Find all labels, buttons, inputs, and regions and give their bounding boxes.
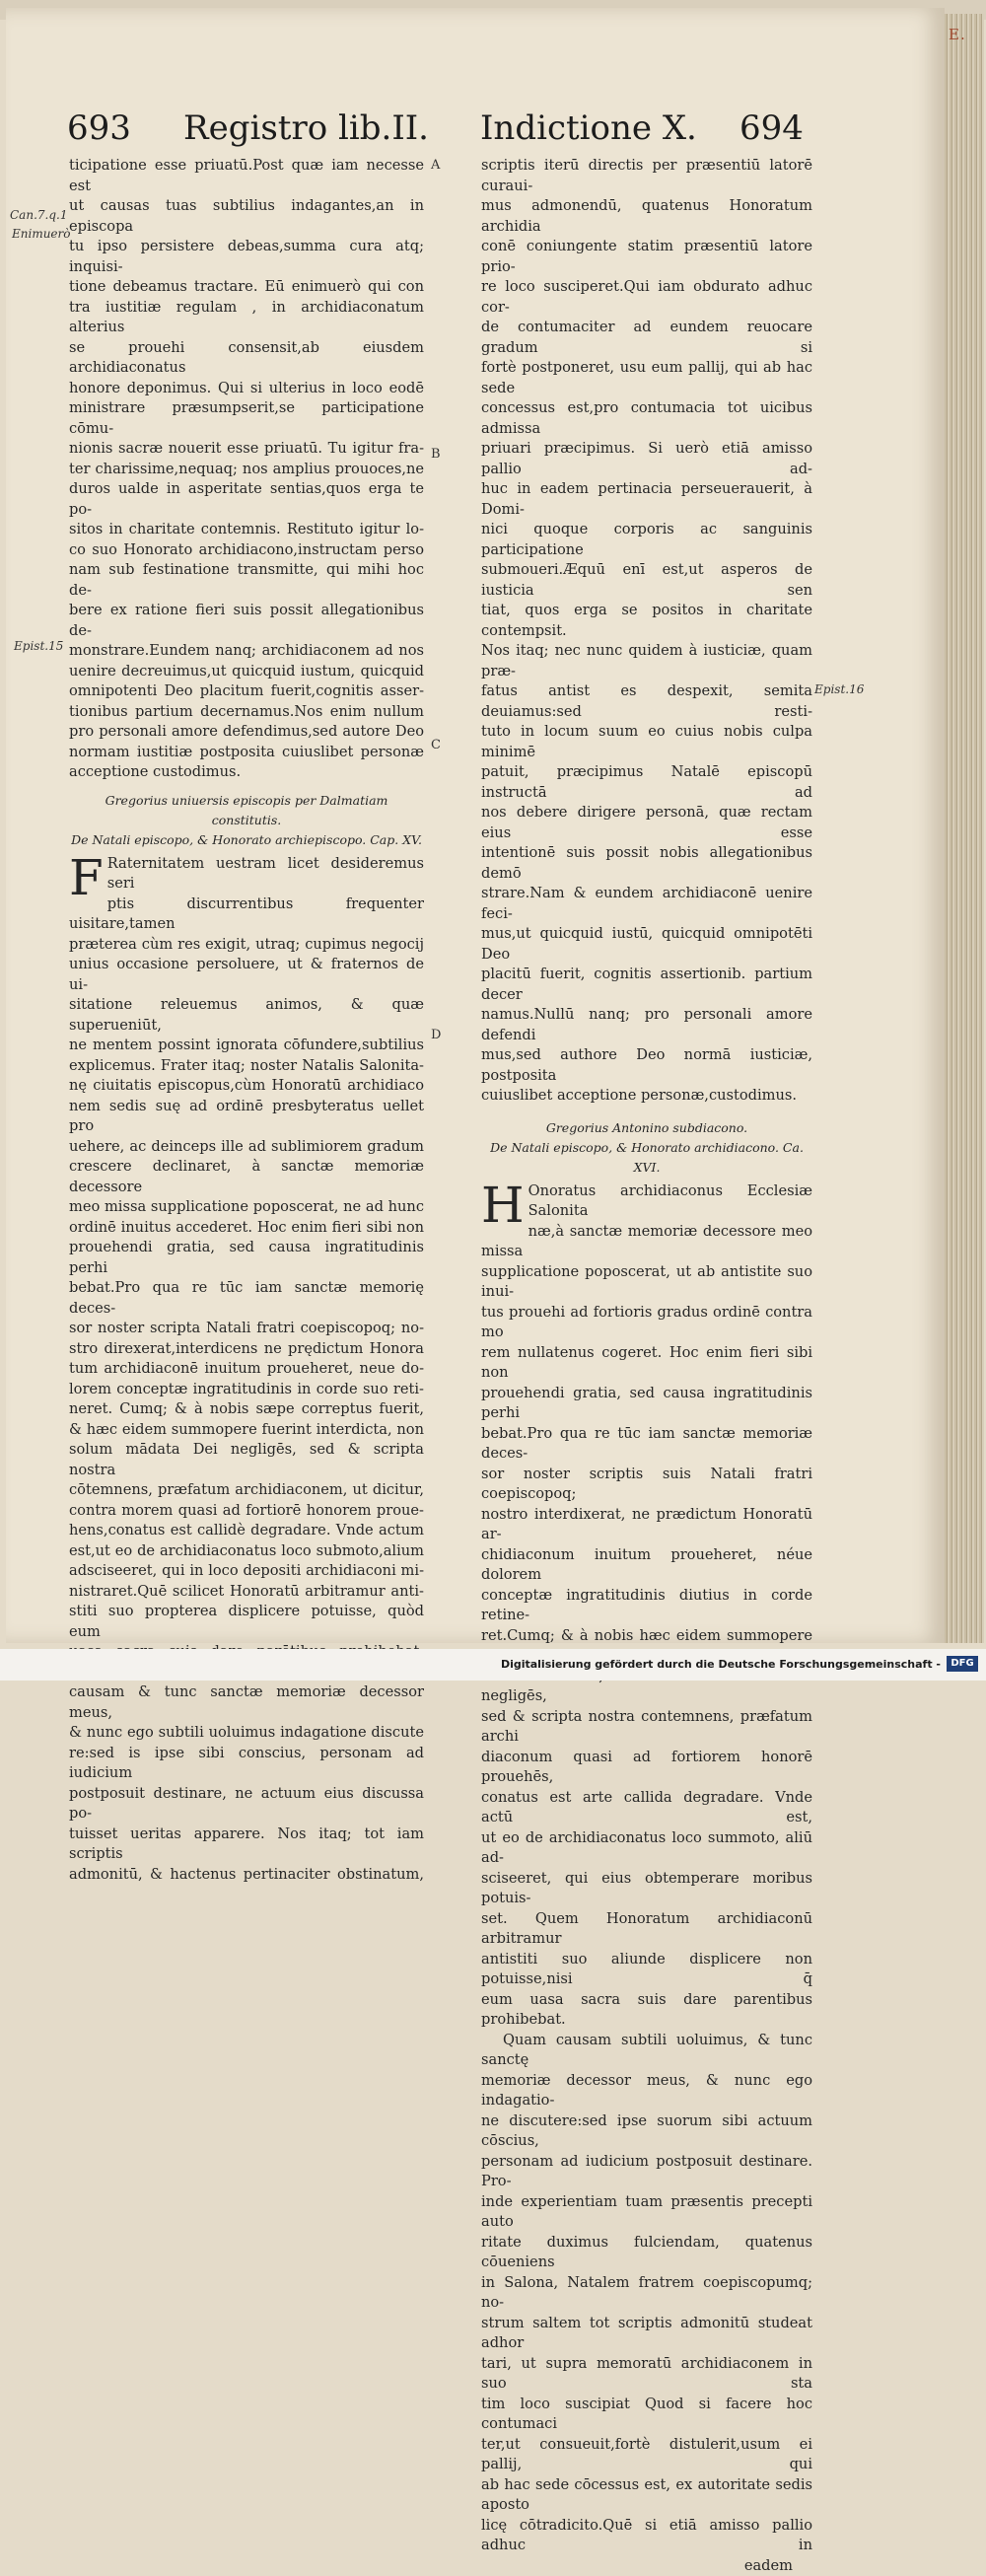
letter-heading-16-title: De Natali episcopo, & Honorato archidiacono. Ca. XVI. bbox=[481, 1138, 812, 1178]
letter-heading-16-address: Gregorius Antonino subdiacono. bbox=[481, 1118, 812, 1138]
margin-note-enimuero: Enimuerò bbox=[12, 227, 71, 241]
left-para-1: ticipatione esse priuatū.Post quæ iam necesse est ut causas tuas subtilius indagantes,an in episcopa tu ipso persistere debeas,summa cura atq; inquisi- tione debeamus tractare. Eū enimuerò qui con tra iustitiæ regulam , in archidiaconatum alterius se prouehi consensit,ab eiusdem archidiaconatus honore deponimus. Qui si ulterius in loco eodē ministrare præsumpserit,se participatione cōmu- nionis sacræ nouerit esse priuatū. Tu igitur fra- ter charissime,nequaq; nos amplius prouoces,ne duros ualde in asperitate sentias,quos erga te po- sitos in charitate contemnis. Restituto igitur lo- co suo Honorato archidiacono,instructam perso nam sub festinatione transmitte, qui mihi hoc de- bere ex ratione fieri suis possit allegationibus de- monstrare.Eundem nanq; archidiaconem ad nos uenire decreuimus,ut quicquid iustum, quicquid omnipotenti Deo placitum fuerit,cognitis asser- tionibus partium decernamus.Nos enim nullum pro personali amore defendimus,sed autore Deo normam iustitiæ postposita cuiuslibet personæ acceptione custodimus. bbox=[69, 156, 424, 783]
funding-credit: Digitalisierung gefördert durch die Deutsche Forschungsgemeinschaft - bbox=[501, 1658, 941, 1671]
section-letter-b: B bbox=[431, 447, 441, 462]
margin-note-epist16: Epist.16 bbox=[814, 682, 864, 696]
left-page-number: 693 bbox=[67, 108, 131, 148]
margin-note-epist15: Epist.15 bbox=[14, 639, 63, 653]
right-column bbox=[481, 156, 812, 2576]
running-title-right: Indictione X. bbox=[480, 108, 697, 148]
left-column bbox=[69, 156, 424, 1885]
section-letter-a: A bbox=[431, 158, 440, 173]
right-para-3: Quam causam subtili uoluimus, & tunc sanctę memoriæ decessor meus, & nunc ego indagatio- ne discutere:sed ipse suorum sibi actuum cōscius, personam ad iudicium postposuit destinare. Pro- inde experientiam tuam præsentis precepti auto ritate duximus fulciendam, quatenus cōueniens in Salona, Natalem fratrem coepiscopumq; no- strum saltem tot scriptis admonitū studeat adhor tari, ut supra memoratū archidiaconem in suo sta tim loco suscipiat Quod si facere hoc contumaci ter,ut consueuit,fortè distulerit,usum ei pallij, qui ab hac sede cōcessus est, ex autoritate sedis aposto licę cōtradicito.Quē si etiā amisso pallio adhuc in bbox=[481, 2031, 812, 2556]
section-letter-c: C bbox=[431, 738, 441, 752]
catchword: eadem bbox=[481, 2556, 812, 2576]
right-para-1: scriptis iterū directis per præsentiū latorē curaui- mus admonendū, quatenus Honoratum archidia conē coniungente statim præsentiū latore prio- re loco susciperet.Qui iam obdurato adhuc cor- de contumaciter ad eundem reuocare gradum si fortè postponeret, usu eum pallij, qui ab hac sede concessus est,pro contumacia tot uicibus admissa priuari præcipimus. Si uerò etiā amisso pallio ad- huc in eadem pertinacia perseuerauerit, à Domi- nici quoque corporis ac sanguinis participatione submoueri.Æquū enī est,ut asperos de iusticia sen tiat, quos erga se positos in charitate contempsit. Nos itaq; nec nunc quidem à iusticiæ, quam præ- fatus antist es despexit, semita deuiamus:sed resti- tuto in locum suum eo cuius nobis culpa minimē patuit, præcipimus Natalē episcopū instructā ad nos debere dirigere personā, quæ rectam eius esse intentionē suis possit nobis allegationibus demō strare.Nam & eundem archidiaconē uenire feci- mus,ut quicquid iustū, quicquid omnipotēti Deo placitū fuerit, cognitis assertionib. partium decer namus.Nullū nanq; pro personali amore defendi mus,sed authore Deo normā iusticiæ, postposita cuiuslibet acceptione personæ,custodimus. bbox=[481, 156, 812, 1107]
letter-heading-15-title: De Natali episcopo, & Honorato archiepiscopo. Cap. XV. bbox=[69, 830, 424, 850]
page-edges bbox=[945, 14, 984, 1643]
margin-note-can: Can.7.q.1 bbox=[10, 208, 67, 222]
drop-cap-f: F bbox=[69, 858, 104, 897]
drop-cap-h: H bbox=[481, 1185, 525, 1225]
running-title-left: Registro lib.II. bbox=[183, 108, 429, 148]
section-letter-d: D bbox=[431, 1028, 441, 1042]
right-page-number: 694 bbox=[740, 108, 804, 148]
thumb-tab: E. bbox=[949, 26, 966, 43]
dfg-logo: DFG bbox=[947, 1656, 978, 1672]
letter-heading-15-address: Gregorius uniuersis episcopis per Dalmatiam constitutis. bbox=[69, 791, 424, 830]
right-para-2: H Onoratus archidiaconus Ecclesiæ Salonita næ,à sanctæ memoriæ decessore meo missa supplicatione poposcerat, ut ab antistite suo inui- tus prouehi ad fortioris gradus ordinē contra mo rem nullatenus cogeret. Hoc enim fieri sibi non prouehendi gratia, sed causa ingratitudinis perhi bebat.Pro qua re tūc iam sanctæ memoriæ deces- sor noster scriptis suis Natali fratri coepiscopoq; nostro interdixerat, ne prædictum Honoratū ar- chidiaconum inuitum proueheret, néue dolorem conceptæ ingratitudinis diutius in corde retine- ret.Cumq; & à nobis hæc eidem summopere negligēs, sed & scripta nostra contemnens, præfatum archi diaconum quasi ad fortiorem honorē prouehēs, conatus est arte callida degradare. Vnde actū est, ut eo de archidiaconatus loco summoto, aliū ad- sciseeret, qui eius obtemperare moribus potuis- set. Quem Honoratum archidiaconū arbitramur antistiti suo aliunde displicere non potuisse,nisi q̄ eum uasa sacra suis dare parentibus prohibebat. bbox=[481, 1181, 812, 2031]
left-para-2: F Raternitatem uestram licet desideremus seri ptis discurrentibus frequenter uisitare,tamen præterea cùm res exigit, utraq; cupimus negocij unius occasione persoluere, ut & fraternos de ui- sitatione releuemus animos, & quæ superueniūt, ne mentem possint ignorata cōfundere,subtilius explicemus. Frater itaq; noster Natalis Salonita- nę ciuitatis episcopus,cùm Honoratū archidiaco nem sedis suę ad ordinē presbyteratus uellet pro uehere, ac deinceps ille ad sublimiorem gradum crescere declinaret, à sanctæ memoriæ decessore meo missa supplicatione poposcerat, ne ad hunc ordinē inuitus accederet. Hoc enim fieri sibi non prouehendi gratia, sed causa ingratitudinis perhi bebat.Pro qua re tūc iam sanctæ memorię deces- sor noster scripta Natali fratri coepiscopoq; no- stro direxerat,interdicens ne prędictum Honora tum archidiaconē inuitum proueheret, neue do- lorem conceptæ ingratitudinis in corde suo reti- neret. Cumq; & à nobis sæpe correptus fuerit, & hæc eidem summopere fuerint interdicta, non solum mādata Dei negligēs, sed & scripta nostra cōtemnens, præfatum archidiaconem, ut dicitur, contra morem quasi ad fortiorē honorem proue- hens,conatus est callidè degradare. Vnde actum est,ut eo de archidiaconatus loco submoto,alium adsciseeret, qui in loco depositi archidiaconi mi- nistraret.Quē scilicet Honoratū arbitramur anti- stiti suo propterea displicere potuisse, quòd eum causam & tunc sanctæ memoriæ decessor meus, & nunc ego subtili uoluimus indagatione discute re:sed is ipse sibi conscius, personam ad iudicium postposuit destinare, ne actuum eius discussa po- tuisset ueritas apparere. Nos itaq; tot iam scriptis admonitū, & hactenus pertinaciter obstinatum, bbox=[69, 854, 424, 1886]
